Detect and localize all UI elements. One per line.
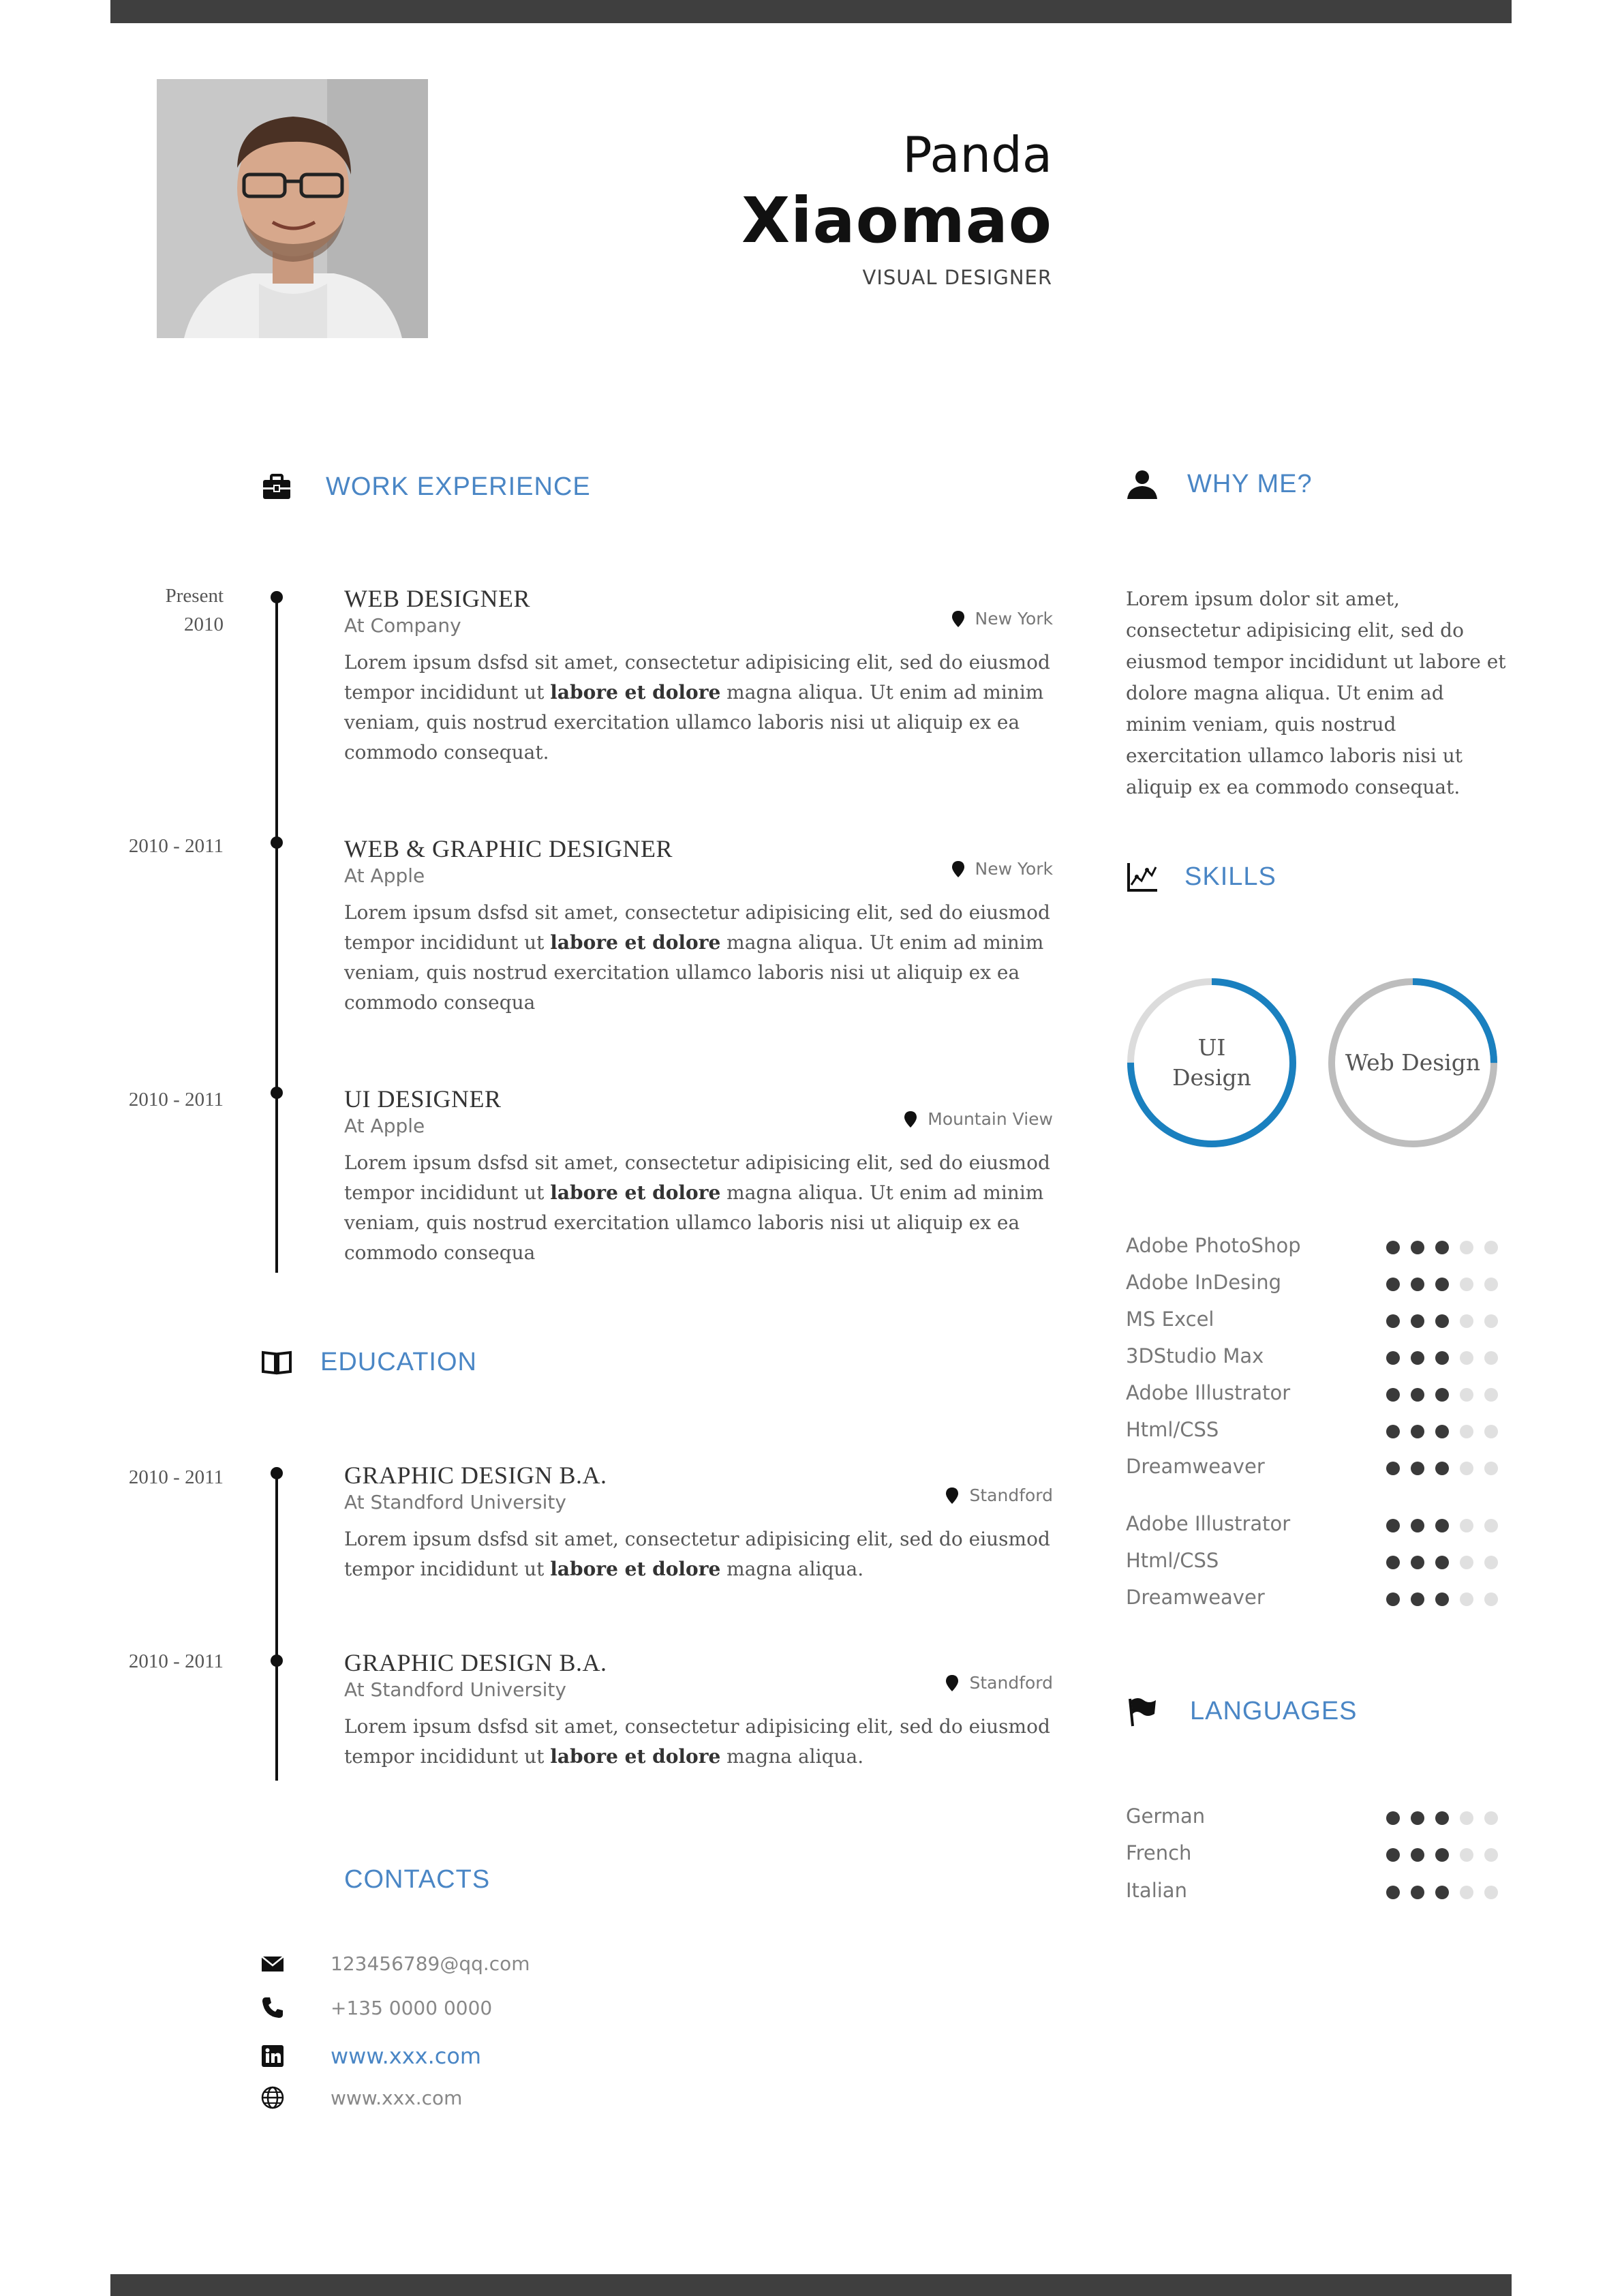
first-name: Panda — [902, 126, 1052, 183]
rating-dot — [1435, 1462, 1449, 1475]
rating-label: Html/CSS — [1126, 1418, 1219, 1441]
item-company: At Standford University — [344, 1491, 566, 1513]
desc-bold: labore et dolore — [550, 1745, 721, 1768]
section-title: LANGUAGES — [1190, 1696, 1358, 1725]
rating-dot — [1435, 1592, 1449, 1606]
rating-dot — [1386, 1462, 1400, 1475]
rating-dots — [1375, 1241, 1498, 1254]
location-text: Standford — [969, 1485, 1053, 1505]
rating-dots — [1375, 1351, 1498, 1365]
rating-dot — [1435, 1886, 1449, 1899]
rating-dot — [1435, 1811, 1449, 1825]
rating-dot — [1411, 1241, 1424, 1254]
skill-ring — [1326, 976, 1499, 1149]
rating-dot — [1460, 1462, 1473, 1475]
rating-dot — [1411, 1848, 1424, 1862]
desc-text: Lorem ipsum dsfsd sit amet, consectetur adipisicing elit, sed do eiusmod tempor incididunt ut — [344, 1151, 1050, 1204]
item-location — [951, 609, 1053, 629]
rating-dot — [1460, 1519, 1473, 1532]
rating-dot — [1460, 1425, 1473, 1438]
rating-dot — [1411, 1388, 1424, 1402]
profile-photo — [157, 79, 428, 338]
rating-row — [1126, 1804, 1508, 1832]
item-description — [344, 1524, 1053, 1584]
rating-label: Adobe PhotoShop — [1126, 1234, 1301, 1257]
rating-dot — [1435, 1519, 1449, 1532]
rating-dot — [1411, 1556, 1424, 1569]
timeline-dot — [271, 1655, 283, 1667]
rating-dot — [1460, 1241, 1473, 1254]
rating-dot — [1386, 1351, 1400, 1365]
flag-icon — [1126, 1695, 1159, 1727]
phone-text[interactable]: +135 0000 0000 — [331, 1996, 493, 2019]
rating-dot — [1435, 1241, 1449, 1254]
rating-label: Adobe Illustrator — [1126, 1381, 1291, 1404]
rating-dot — [1460, 1592, 1473, 1606]
ring-label-line: UI — [1197, 1034, 1226, 1061]
location-pin-icon — [951, 610, 966, 628]
item-title: GRAPHIC DESIGN B.A. — [344, 1649, 607, 1676]
rating-dot — [1435, 1314, 1449, 1328]
user-icon — [1126, 468, 1159, 500]
location-text: New York — [975, 859, 1053, 879]
timeline-dot — [271, 591, 283, 603]
rating-row — [1126, 1234, 1508, 1261]
item-company: At Company — [344, 614, 461, 637]
desc-text: magna aliqua. Ut enim ad minim veniam, quis nostrud exercitation ullamco laboris nisi ut aliquip ex ea commodo consequa — [344, 931, 1044, 1014]
rating-row — [1126, 1381, 1508, 1408]
rating-dots — [1375, 1388, 1498, 1402]
item-location — [945, 1673, 1053, 1693]
contact-linkedin — [259, 2039, 482, 2073]
rating-dot — [1386, 1886, 1400, 1899]
linkedin-link[interactable]: www.xxx.com — [331, 2043, 482, 2069]
rating-dots — [1375, 1278, 1498, 1291]
section-title: EDUCATION — [320, 1347, 477, 1376]
desc-bold: labore et dolore — [550, 1181, 721, 1204]
skill-ring-label — [1326, 976, 1499, 1149]
rating-dot — [1460, 1314, 1473, 1328]
rating-dot — [1411, 1425, 1424, 1438]
rating-dot — [1435, 1351, 1449, 1365]
work-date — [166, 581, 224, 639]
contact-website — [259, 2081, 463, 2115]
rating-row — [1126, 1308, 1508, 1335]
rating-dot — [1411, 1462, 1424, 1475]
work-timeline — [275, 596, 278, 1273]
rating-dot — [1411, 1278, 1424, 1291]
rating-dot — [1386, 1388, 1400, 1402]
rating-row — [1126, 1879, 1508, 1906]
rating-dot — [1484, 1425, 1498, 1438]
contacts-title: CONTACTS — [344, 1865, 491, 1894]
location-pin-icon — [903, 1111, 918, 1128]
briefcase-icon — [260, 470, 293, 503]
skill-ring-label — [1125, 976, 1298, 1149]
rating-dot — [1411, 1314, 1424, 1328]
ring-label-line: Design — [1172, 1064, 1251, 1091]
open-book-icon — [260, 1346, 293, 1378]
skills-heading — [1126, 860, 1276, 893]
section-title: WORK EXPERIENCE — [326, 472, 591, 501]
rating-dot — [1484, 1848, 1498, 1862]
skill-ring — [1125, 976, 1298, 1149]
rating-dot — [1386, 1592, 1400, 1606]
location-text: Standford — [969, 1673, 1053, 1693]
rating-label: Dreamweaver — [1126, 1586, 1265, 1609]
date-line: Present — [165, 585, 224, 607]
rating-label: Adobe InDesing — [1126, 1271, 1282, 1294]
rating-label: MS Excel — [1126, 1308, 1214, 1331]
job-title: VISUAL DESIGNER — [862, 266, 1052, 289]
rating-dots — [1375, 1811, 1498, 1825]
contact-email — [259, 1946, 530, 1980]
rating-dot — [1460, 1886, 1473, 1899]
rating-dot — [1386, 1425, 1400, 1438]
rating-dot — [1460, 1848, 1473, 1862]
work-date — [129, 832, 224, 860]
desc-text: Lorem ipsum dsfsd sit amet, consectetur adipisicing elit, sed do eiusmod tempor incididunt ut — [344, 1528, 1050, 1580]
linkedin-icon — [259, 2042, 286, 2070]
rating-dot — [1435, 1556, 1449, 1569]
rating-dot — [1484, 1811, 1498, 1825]
rating-label: German — [1126, 1804, 1206, 1828]
rating-dots — [1375, 1592, 1498, 1606]
item-description — [344, 648, 1053, 768]
timeline-dot — [271, 836, 283, 849]
rating-row — [1126, 1841, 1508, 1869]
rating-dot — [1484, 1241, 1498, 1254]
website-text[interactable]: www.xxx.com — [331, 2086, 463, 2109]
rating-dot — [1484, 1519, 1498, 1532]
rating-dot — [1435, 1278, 1449, 1291]
rating-label: 3DStudio Max — [1126, 1344, 1264, 1368]
rating-dot — [1484, 1462, 1498, 1475]
rating-dot — [1411, 1519, 1424, 1532]
location-pin-icon — [945, 1487, 960, 1505]
education-heading — [260, 1346, 477, 1378]
rating-dot — [1386, 1811, 1400, 1825]
desc-text: magna aliqua. — [720, 1558, 864, 1580]
work-item — [344, 584, 1053, 768]
rating-dot — [1386, 1519, 1400, 1532]
item-title: WEB & GRAPHIC DESIGNER — [344, 835, 673, 862]
rating-dot — [1460, 1388, 1473, 1402]
rating-dot — [1386, 1556, 1400, 1569]
line-chart-icon — [1126, 860, 1159, 893]
rating-label: Adobe Illustrator — [1126, 1512, 1291, 1535]
rating-dot — [1386, 1278, 1400, 1291]
item-company: At Apple — [344, 864, 425, 887]
desc-text: magna aliqua. — [720, 1745, 864, 1768]
desc-bold: labore et dolore — [550, 931, 721, 954]
work-item — [344, 1085, 1053, 1268]
rating-label: Italian — [1126, 1879, 1187, 1902]
rating-dot — [1411, 1811, 1424, 1825]
rating-dot — [1484, 1314, 1498, 1328]
ring-label-line: Web Design — [1345, 1049, 1481, 1076]
rating-label: Html/CSS — [1126, 1549, 1219, 1572]
location-pin-icon — [951, 860, 966, 878]
rating-dots — [1375, 1314, 1498, 1328]
top-bar — [110, 0, 1512, 23]
item-description — [344, 1148, 1053, 1268]
item-company: At Apple — [344, 1115, 425, 1137]
why-me-heading — [1126, 468, 1313, 500]
desc-text: magna aliqua. Ut enim ad minim veniam, quis nostrud exercitation ullamco laboris nisi ut aliquip ex ea commodo consequa — [344, 1181, 1044, 1264]
section-title: WHY ME? — [1187, 469, 1313, 498]
desc-bold: labore et dolore — [550, 1558, 721, 1580]
phone-icon — [259, 1994, 286, 2021]
rating-dot — [1411, 1592, 1424, 1606]
rating-row — [1126, 1549, 1508, 1576]
desc-text: Lorem ipsum dsfsd sit amet, consectetur adipisicing elit, sed do eiusmod tempor incididunt ut — [344, 651, 1050, 704]
rating-dot — [1484, 1556, 1498, 1569]
date-line: 2010 — [184, 614, 224, 635]
item-title: UI DESIGNER — [344, 1085, 502, 1113]
item-company: At Standford University — [344, 1678, 566, 1701]
rating-row — [1126, 1271, 1508, 1298]
item-title: GRAPHIC DESIGN B.A. — [344, 1462, 607, 1489]
work-experience-heading — [260, 470, 591, 503]
rating-dot — [1460, 1278, 1473, 1291]
education-timeline — [275, 1477, 278, 1781]
rating-dot — [1484, 1592, 1498, 1606]
rating-dots — [1375, 1556, 1498, 1569]
rating-label: French — [1126, 1841, 1192, 1864]
rating-dot — [1460, 1811, 1473, 1825]
rating-row — [1126, 1418, 1508, 1445]
rating-dot — [1484, 1388, 1498, 1402]
rating-row — [1126, 1455, 1508, 1482]
rating-dot — [1411, 1351, 1424, 1365]
rating-dots — [1375, 1462, 1498, 1475]
rating-dot — [1435, 1425, 1449, 1438]
rating-dot — [1484, 1886, 1498, 1899]
work-item — [344, 834, 1053, 1018]
rating-row — [1126, 1512, 1508, 1539]
location-text: Mountain View — [928, 1109, 1053, 1129]
date-line: 2010 - 2011 — [128, 1089, 224, 1111]
desc-text: Lorem ipsum dsfsd sit amet, consectetur adipisicing elit, sed do eiusmod tempor incididunt ut — [344, 1715, 1050, 1768]
rating-dot — [1435, 1388, 1449, 1402]
rating-dot — [1484, 1278, 1498, 1291]
rating-dot — [1435, 1848, 1449, 1862]
education-item — [344, 1648, 1053, 1772]
rating-dots — [1375, 1848, 1498, 1862]
rating-dot — [1386, 1241, 1400, 1254]
rating-row — [1126, 1344, 1508, 1372]
desc-text: magna aliqua. Ut enim ad minim veniam, quis nostrud exercitation ullamco laboris nisi ut aliquip ex ea commodo consequat. — [344, 681, 1044, 764]
location-pin-icon — [945, 1674, 960, 1692]
globe-icon — [259, 2084, 286, 2111]
bottom-bar — [110, 2274, 1512, 2296]
date-line: 2010 - 2011 — [128, 1650, 224, 1672]
rating-dot — [1411, 1886, 1424, 1899]
rating-dot — [1484, 1351, 1498, 1365]
item-location — [903, 1109, 1053, 1129]
why-me-text: Lorem ipsum dolor sit amet, consectetur adipisicing elit, sed do eiusmod tempor incididunt ut labore et dolore magna aliqua. Ut enim ad minim veniam, quis nostrud exercitation ullamco laboris nisi ut aliquip ex ea commodo consequat. — [1126, 588, 1506, 798]
item-location — [945, 1485, 1053, 1505]
rating-dots — [1375, 1519, 1498, 1532]
date-line: 2010 - 2011 — [128, 835, 224, 857]
contact-phone — [259, 1991, 493, 2025]
location-text: New York — [975, 609, 1053, 629]
education-date — [129, 1463, 224, 1492]
rating-dot — [1386, 1848, 1400, 1862]
education-item — [344, 1461, 1053, 1584]
date-line: 2010 - 2011 — [128, 1466, 224, 1488]
rating-dots — [1375, 1425, 1498, 1438]
envelope-icon — [259, 1950, 286, 1977]
rating-row — [1126, 1586, 1508, 1613]
languages-heading — [1126, 1695, 1358, 1727]
rating-label: Dreamweaver — [1126, 1455, 1265, 1478]
timeline-dot — [271, 1467, 283, 1479]
item-location — [951, 859, 1053, 879]
desc-text: Lorem ipsum dsfsd sit amet, consectetur adipisicing elit, sed do eiusmod tempor incididunt ut — [344, 901, 1050, 954]
email-text[interactable]: 123456789@qq.com — [331, 1952, 530, 1975]
rating-dot — [1386, 1314, 1400, 1328]
rating-dots — [1375, 1886, 1498, 1899]
item-description — [344, 1712, 1053, 1772]
work-date — [129, 1085, 224, 1114]
desc-bold: labore et dolore — [550, 681, 721, 704]
section-title: SKILLS — [1184, 862, 1276, 891]
item-description — [344, 898, 1053, 1018]
last-name: Xiaomao — [741, 184, 1052, 257]
education-date — [129, 1647, 224, 1676]
timeline-dot — [271, 1087, 283, 1099]
item-title: WEB DESIGNER — [344, 585, 530, 612]
rating-dot — [1460, 1556, 1473, 1569]
rating-dot — [1460, 1351, 1473, 1365]
